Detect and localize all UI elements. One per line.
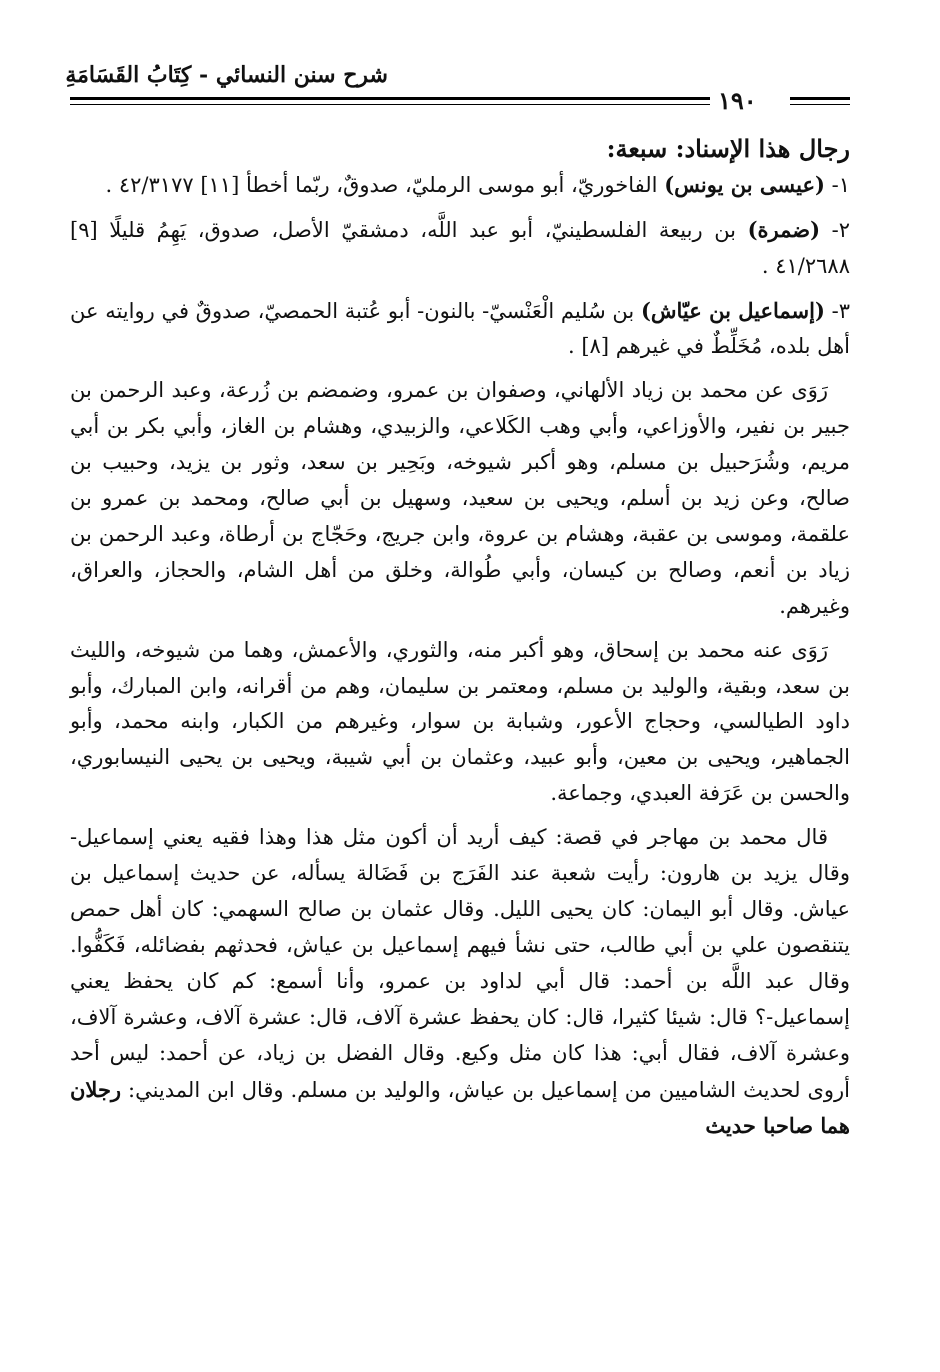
running-header-title: شرح سنن النسائي - كِتَابُ القَسَامَةِ	[65, 62, 388, 88]
narrator-details: الفاخوريّ، أبو موسى الرمليّ، صدوقٌ، ربّما أخطأ [١١] ٤٢/٣١٧٧ .	[105, 172, 665, 197]
header-rule-thick	[70, 97, 710, 100]
paragraph-biography-tail: رجلان هما صاحبا حديث	[70, 1076, 850, 1139]
narrator-details: بن سُليم الْعَنْسيّ- بالنون- أبو عُتبة الحمصيّ، صدوقٌ في روايته عن أهل بلده، مُخَلِّطٌ في غيرهم [٨] .	[70, 298, 850, 359]
header-rule-thin	[70, 104, 710, 105]
section-heading: رجال هذا الإسناد: سبعة:	[606, 134, 850, 163]
narrator-details: بن ربيعة الفلسطينيّ، أبو عبد اللَّه، دمشقيّ الأصل، صدوق، يَهِمُ قليلًا [٩] ٤١/٢٦٨٨ .	[70, 217, 850, 278]
page-number: ١٩٠	[718, 86, 757, 115]
narrator-number: ١-	[824, 172, 850, 197]
narrator-entry-3	[70, 293, 850, 366]
paragraph-teachers: رَوَى عن محمد بن زياد الألهاني، وصفوان بن عمرو، وضمضم بن زُرعة، وعبد الرحمن بن جبير بن نفير، والأوزاعي، وأبي وهب الكَلاعي، والزبيدي، وهشام بن الغاز، وأبي بكر بن أبي مريم، وشُرَحبيل بن مسلم، وهو أكبر شيوخه، وبَحِير بن سعد، وثور بن يزيد، وحبيب بن صالح، وعن زيد بن أسلم، ويحيى بن سعيد، وسهيل بن أبي صالح، ومحمد بن عمرو بن علقمة، وموسى بن عقبة، وهشام بن عروة، وابن جريج، وحَجّاج بن أرطاة، وعبد الرحمن بن زياد بن أنعم، وصالح بن كيسان، وأبي طُوالة، وخلق من أهل الشام، والحجاز، والعراق، وغيرهم.	[70, 378, 851, 618]
narrator-name: (ضمرة)	[747, 216, 821, 242]
page-header	[65, 52, 850, 115]
paragraph-biography	[70, 820, 850, 1145]
paragraph-biography-main: قال محمد بن مهاجر في قصة: كيف أريد أن أكون مثل هذا وهذا فقيه يعني إسماعيل- وقال يزيد بن هارون: رأيت شعبة عند الفَرَج بن فَضَالة يسأله، عن حديث إسماعيل بن عياش. وقال أبو اليمان: كان يحيى الليل. وقال عثمان بن صالح السهمي: كان أهل حمص يتنقصون علي بن أبي طالب، حتى نشأ فيهم إسماعيل بن عياش، فحدثهم بفضائله، فَكَفُّوا. وقال عبد اللَّه بن أحمد: قال أبي لداود بن عمرو، وأنا أسمع: كم كان يحفظ يعني إسماعيل-؟ قال: شيئا كثيرا، قال: كان يحفظ عشرة آلاف، قال: عشرة آلاف، وعشرة آلاف، وعشرة آلاف، فقال أبي: هذا كان مثل وكيع. وقال الفضل بن زياد، عن أحمد: ليس أحد أروى لحديث الشاميين من إسماعيل بن عياش، والوليد بن مسلم. وقال ابن المديني:	[70, 825, 850, 1102]
narrator-name: (عيسى بن يونس)	[664, 171, 825, 197]
narrator-entry-1	[70, 167, 850, 204]
header-rule-right-thick	[790, 97, 850, 100]
narrator-number: ٢-	[820, 217, 850, 242]
narrator-name: (إسماعيل بن عيّاش)	[640, 297, 825, 323]
document-page	[65, 52, 851, 1145]
narrator-entry-2	[70, 212, 850, 285]
paragraph-students: رَوَى عنه محمد بن إسحاق، وهو أكبر منه، والثوري، والأعمش، وهما من شيوخه، والليث بن سعد، وبقية، والوليد بن مسلم، ومعتمر بن سليمان، وهم من أقرانه، وابن المبارك، وأبو داود الطيالسي، وحجاج الأعور، وشبابة بن سوار، وغيرهم من الكبار، وابنه محمد، وأبو الجماهير، ويحيى بن معين، وأبو عبيد، وعثمان بن أبي شيبة، ويحيى بن يحيى النيسابوري، والحسن بن عَرَفة العبدي، وجماعة.	[70, 637, 850, 806]
header-rule-right-thin	[790, 104, 850, 105]
narrator-number: ٣-	[824, 298, 850, 323]
